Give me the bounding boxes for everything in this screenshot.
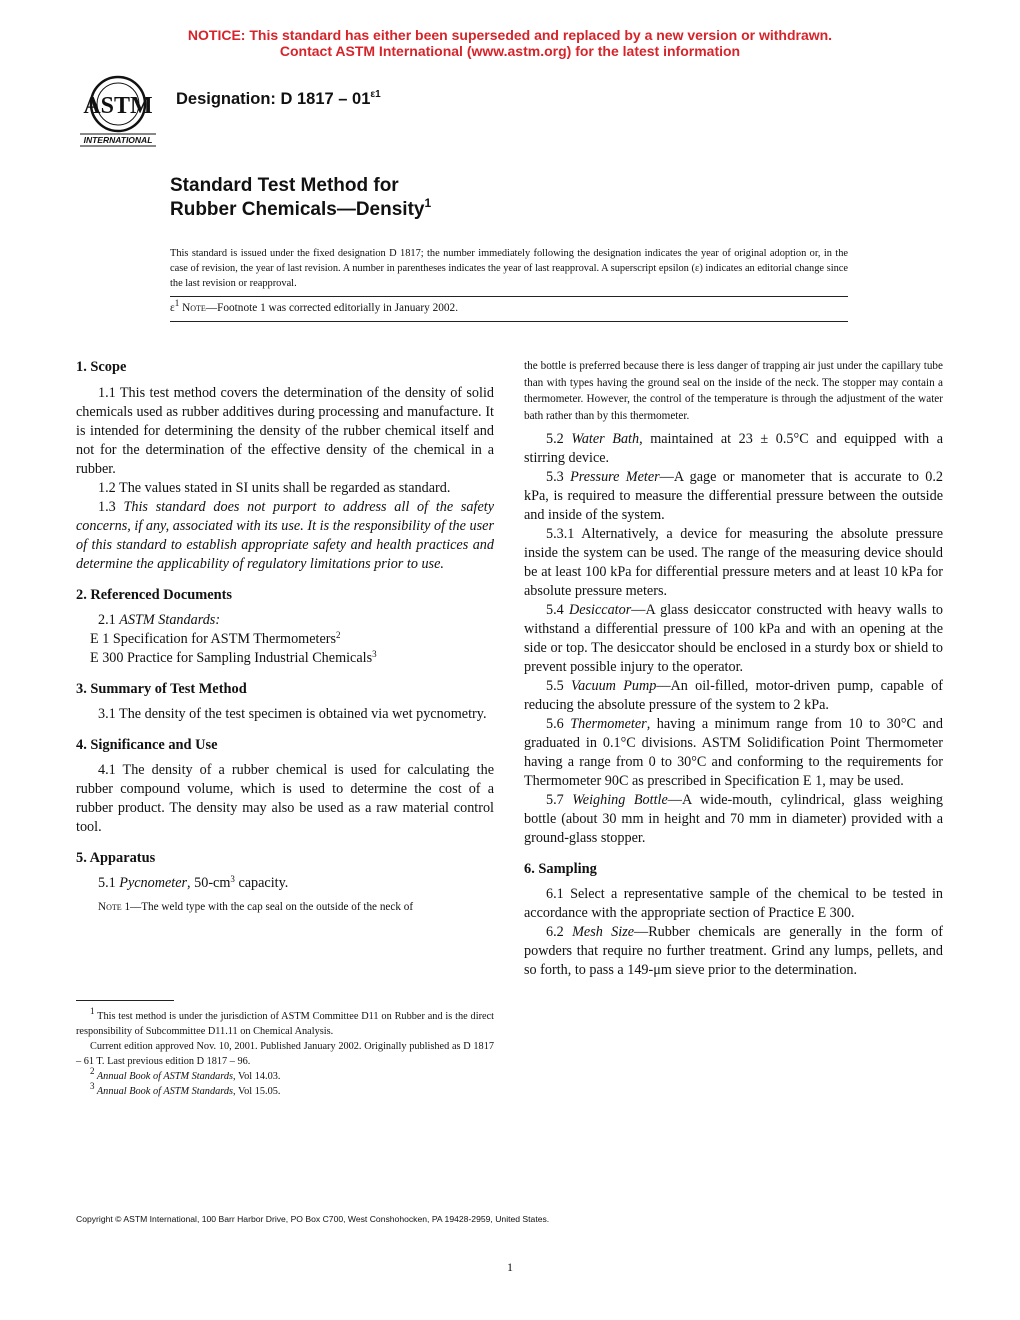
astm-logo bbox=[72, 74, 164, 148]
section-2-heading: 2. Referenced Documents bbox=[76, 587, 232, 603]
copyright: Copyright © ASTM International, 100 Barr Harbor Drive, PO Box C700, West Conshohocken, PA 19428-2959, United States. bbox=[76, 1214, 550, 1224]
para-5-3: 5.3 Pressure Meter—A gage or manometer that is accurate to 0.2 kPa, is required to measure the differential pressure between the outside and inside of the system. bbox=[524, 469, 943, 523]
para-5-1: 5.1 Pycnometer, $50-cm^3$ capacity. bbox=[98, 874, 289, 891]
left-column bbox=[76, 358, 494, 916]
para-4-1: 4.1 The density of a rubber chemical is used for calculating the rubber compound volume, which is used to determine the cost of a rubber product. The density may also be used as a raw material control tool. bbox=[76, 762, 494, 835]
para-2-1: 2.1 ASTM Standards: bbox=[98, 612, 221, 628]
divider-bottom bbox=[170, 321, 848, 322]
note-1-continued: the bottle is preferred because there is less danger of trapping air just under the capillary tube than with types having the ground seal on the inside of the neck. The stopper may contain a thermometer. However, the control of the temperature is through the adjustment of the water bath rather than by this thermometer. bbox=[524, 360, 943, 422]
para-5-6: 5.6 Thermometer, having a minimum range from 10 to 30°C and graduated in 0.1°C divisions. ASTM Solidification Point Thermometer having a range from 0 to 30°C and conforming to the requirements for Thermometer 90C as prescribed in Specification E 1, may be used. bbox=[524, 716, 943, 789]
title-line-1: Standard Test Method for bbox=[170, 175, 399, 196]
ref-e300: E 300 Practice for Sampling Industrial Chemicals$^3$ bbox=[90, 649, 377, 666]
section-5-heading: 5. Apparatus bbox=[76, 850, 156, 866]
ref-e1: E 1 Specification for ASTM Thermometers$^2$ bbox=[90, 630, 341, 647]
para-1-2: 1.2 The values stated in SI units shall be regarded as standard. bbox=[98, 480, 451, 496]
para-5-7: 5.7 Weighing Bottle—A wide-mouth, cylindrical, glass weighing bottle (about 30 mm in height and 70 mm in diameter) provided with a ground-glass stopper. bbox=[524, 792, 943, 846]
epsilon-note: $\varepsilon^1$ Note—Footnote 1 was corrected editorially in January 2002. bbox=[170, 298, 459, 314]
section-1-heading: 1. Scope bbox=[76, 359, 127, 375]
title-line-2: Rubber Chemicals—Density$^1$ bbox=[170, 196, 432, 220]
section-3-heading: 3. Summary of Test Method bbox=[76, 681, 247, 697]
designation: Designation: D $1817 - 01^{\varepsilon 1}$ bbox=[176, 89, 381, 108]
section-6-heading: 6. Sampling bbox=[524, 861, 597, 877]
logo-letters: ASTM bbox=[83, 93, 153, 119]
footnote-rule bbox=[76, 1000, 174, 1001]
divider-top bbox=[170, 296, 848, 297]
para-1-3: 1.3 This standard does not purport to address all of the safety concerns, if any, associated with its use. It is the responsibility of the user of this standard to establish appropriate safety and health practices and determine the applicability of regulatory limitations prior to use. bbox=[76, 499, 494, 572]
footnote-3: $^3$ Annual Book of ASTM Standards, Vol 15.05. bbox=[90, 1081, 281, 1097]
page-number: 1 bbox=[507, 1260, 513, 1274]
footnote-2: $^2$ Annual Book of ASTM Standards, Vol 14.03. bbox=[90, 1066, 281, 1082]
logo-org: INTERNATIONAL bbox=[83, 135, 153, 145]
footnote-1b: Current edition approved Nov. 10, 2001. Published January 2002. Originally published as D 1817 – 61 T. Last previous edition D 1817 – 96. bbox=[76, 1041, 494, 1067]
para-5-4: 5.4 Desiccator—A glass desiccator constructed with heavy walls to withstand a differential pressure of 100 kPa and with an opening at the side or top. The desiccator should be enclosed in a sturdy box or shield to prevent possible injury to the operator. bbox=[524, 602, 943, 675]
notice-line-1: NOTICE: This standard has either been superseded and replaced by a new version or withdrawn. bbox=[187, 27, 833, 43]
footnote-1: $^1$ This test method is under the jurisdiction of ASTM Committee D11 on Rubber and is the direct responsibility of Subcommittee D11.11 on Chemical Analysis. bbox=[76, 1006, 494, 1037]
para-6-2: 6.2 Mesh Size—Rubber chemicals are generally in the form of powders that require no further treatment. Grind any lumps, pellets, and so forth, to pass a 149-μm sieve prior to the determination. bbox=[524, 924, 944, 978]
right-column bbox=[524, 358, 943, 980]
para-6-1: 6.1 Select a representative sample of the chemical to be tested in accordance with the appropriate section of Practice E 300. bbox=[524, 886, 943, 921]
para-5-2: 5.2 Water Bath, maintained at 23 ± 0.5°C and equipped with a stirring device. bbox=[524, 431, 943, 466]
note-1: Note 1—The weld type with the cap seal on the outside of the neck of bbox=[98, 901, 414, 913]
para-3-1: 3.1 The density of the test specimen is obtained via wet pycnometry. bbox=[98, 706, 487, 722]
footnotes bbox=[76, 1006, 494, 1099]
section-4-heading: 4. Significance and Use bbox=[76, 737, 218, 753]
para-5-5: 5.5 Vacuum Pump—An oil-filled, motor-driven pump, capable of reducing the absolute pressure of the system to 2 kPa. bbox=[524, 678, 943, 713]
para-5-3-1: 5.3.1 Alternatively, a device for measuring the absolute pressure inside the system can be used. The range of the measuring device should be at least 100 kPa for differential pressure meters and at least 10 kPa for absolute pressure meters. bbox=[524, 526, 943, 599]
para-1-1: 1.1 This test method covers the determination of the density of solid chemicals used as rubber additives during processing and manufacture. It is intended for determining the density of the rubber chemical itself and not for the determination of the effective density of the chemical in a rubber. bbox=[76, 385, 494, 477]
issued-statement: This standard is issued under the fixed designation D 1817; the number immediately following the designation indicates the year of original adoption or, in the case of revision, the year of last revision. A number in parentheses indicates the year of last reapproval. A superscript epsilon (ε) indicates an editorial change since the last revision or reapproval. bbox=[170, 248, 848, 289]
notice-line-2: Contact ASTM International (www.astm.org) for the latest information bbox=[279, 43, 741, 59]
